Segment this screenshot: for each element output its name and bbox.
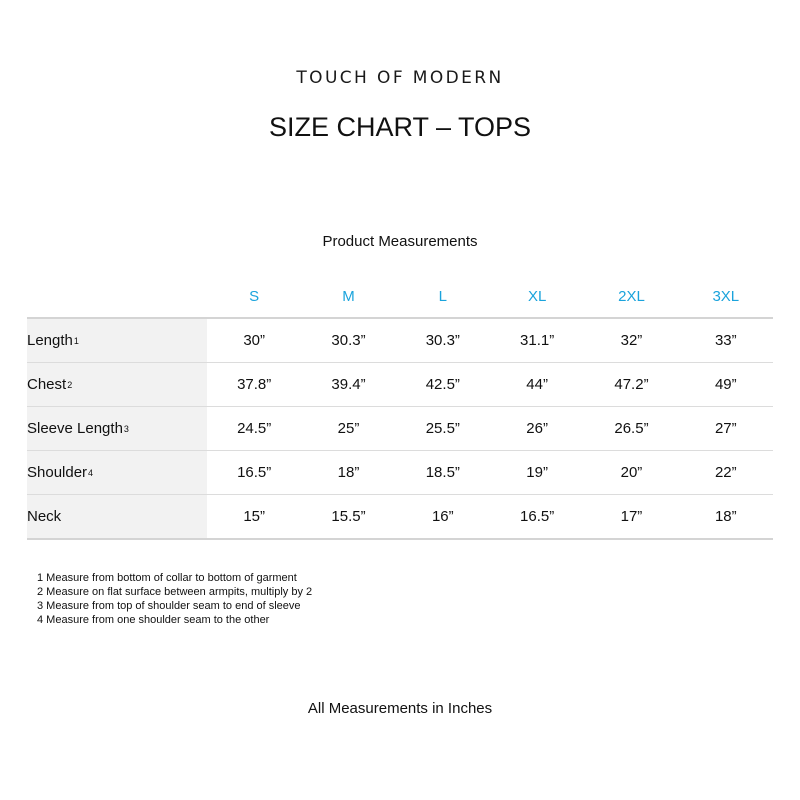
- table-cell: 20”: [620, 464, 643, 481]
- table-row: [27, 407, 773, 451]
- table-cell: 16.5”: [520, 508, 555, 525]
- table-cell: 26.5”: [614, 420, 649, 437]
- table-cell: 39.4”: [331, 376, 366, 393]
- table-cell: 17”: [620, 508, 643, 525]
- table-cell: 30.3”: [425, 332, 460, 349]
- table-cell: 42.5”: [425, 376, 460, 393]
- table-cell: 27”: [714, 420, 737, 437]
- table-row: [27, 495, 773, 540]
- table-cell: 49”: [714, 376, 737, 393]
- table-cell: 37.8”: [237, 376, 272, 393]
- table-cell: 26”: [526, 420, 548, 437]
- row-label-text: Chest: [27, 376, 67, 393]
- size-header: L: [438, 287, 447, 305]
- page-title: SIZE CHART – TOPS: [268, 112, 532, 142]
- row-label-text: Sleeve Length: [27, 420, 123, 437]
- table-cell: 30”: [243, 332, 265, 349]
- table-cell: 15”: [243, 508, 265, 525]
- table-cell: 25.5”: [425, 420, 460, 437]
- table-cell: 18”: [337, 464, 360, 481]
- table-cell: 25”: [337, 420, 360, 437]
- row-label: [27, 495, 207, 538]
- table-cell: 30.3”: [331, 332, 366, 349]
- table-cell: 24.5”: [237, 420, 272, 437]
- row-label: [27, 319, 207, 362]
- footnote: 2 Measure on flat surface between armpits, multiply by 2: [37, 586, 313, 598]
- table-cell: 32”: [620, 332, 643, 349]
- row-label: [27, 407, 207, 450]
- footnote: 4 Measure from one shoulder seam to the other: [37, 614, 270, 626]
- units-note: All Measurements in Inches: [307, 700, 493, 717]
- table-row: [27, 451, 773, 495]
- footnote-marker: 4: [88, 467, 94, 478]
- brand-name: TOUCH OF MODERN: [296, 68, 504, 88]
- table-cell: 18.5”: [425, 464, 460, 481]
- table-cell: 22”: [714, 464, 737, 481]
- row-label: [27, 363, 207, 406]
- table-cell: 31.1”: [520, 332, 555, 349]
- table-row: [27, 319, 773, 363]
- table-cell: 16.5”: [237, 464, 272, 481]
- footnote-marker: 2: [67, 379, 73, 390]
- footnote: 1 Measure from bottom of collar to bottom of garment: [37, 572, 297, 584]
- table-caption: Product Measurements: [322, 233, 478, 250]
- size-chart-table: [27, 275, 773, 540]
- size-header: XL: [527, 287, 547, 305]
- table-cell: 16”: [431, 508, 454, 525]
- table-cell: 19”: [526, 464, 548, 481]
- footnote: 3 Measure from top of shoulder seam to end of sleeve: [37, 600, 301, 612]
- size-header: 3XL: [712, 287, 740, 305]
- table-row: [27, 363, 773, 407]
- size-header: 2XL: [618, 287, 645, 305]
- footnote-marker: 3: [123, 423, 129, 434]
- size-header: M: [342, 287, 355, 305]
- table-cell: 47.2”: [614, 376, 649, 393]
- footnotes: [37, 571, 312, 627]
- table-cell: 18”: [714, 508, 737, 525]
- table-header-row: [27, 275, 773, 319]
- row-label: [27, 451, 207, 494]
- row-label-text: Neck: [27, 508, 62, 525]
- table-cell: 15.5”: [331, 508, 366, 525]
- row-label-text: Shoulder: [27, 464, 88, 481]
- size-header: S: [249, 287, 260, 305]
- footnote-marker: 1: [73, 335, 79, 346]
- table-cell: 33”: [714, 332, 737, 349]
- row-label-text: Length: [27, 332, 73, 349]
- table-cell: 44”: [526, 376, 548, 393]
